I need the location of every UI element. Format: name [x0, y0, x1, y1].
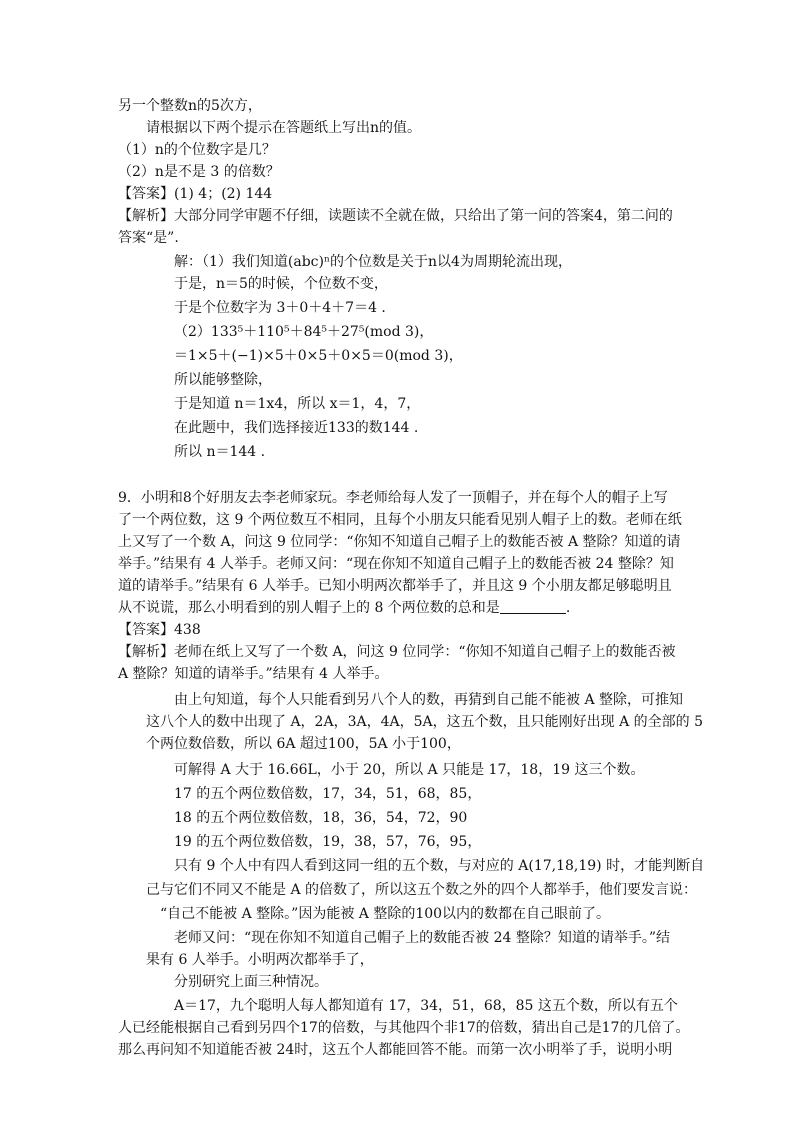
- text-line: （2）n是不是 3 的倍数？: [118, 164, 280, 180]
- analysis-line: 【解析】老师在纸上又写了一个数 A，问这 9 位同学：“你知不知道自己帽子上的数能否被: [118, 644, 676, 660]
- analysis-line: 18 的五个两位数倍数，18，36，54，72，90: [174, 810, 468, 826]
- solution-line: 在此题中，我们选择接近133的数144 .: [174, 420, 419, 436]
- analysis-line: A 整除？知道的请举手。”结果有 4 人举手。: [118, 666, 389, 682]
- analysis-line: 只有 9 个人中有四人看到这同一组的五个数，与对应的 A(17,18,19) 时，才能判断自: [174, 858, 705, 874]
- text-line: 另一个整数n的5次方，: [118, 98, 262, 114]
- question-line: 上又写了一个数 A，问这 9 位同学：“你知不知道自己帽子上的数能否被 A 整除？知道的请: [118, 534, 681, 550]
- text-line: 答案“是”.: [118, 230, 179, 246]
- analysis-line: A＝17，九个聪明人每人都知道有 17，34，51，68，85 这五个数，所以有五个: [174, 998, 678, 1014]
- analysis-line: “自己不能被 A 整除。”因为能被 A 整除的100以内的数都在自己眼前了。: [160, 906, 611, 922]
- solution-line: 解：（1）我们知道(abc)ⁿ的个位数是关于n以4为周期轮流出现，: [174, 254, 572, 270]
- solution-line: 所以 n＝144 .: [174, 444, 266, 460]
- solution-line: 所以能够整除，: [174, 372, 272, 388]
- text-line: 请根据以下两个提示在答题纸上写出n的值。: [146, 120, 422, 136]
- solution-line: 于是，n＝5的时候，个位数不变，: [174, 276, 388, 292]
- analysis-line: 由上句知道，每个人只能看到另八个人的数，再猜到自己能不能被 A 整除，可推知: [174, 692, 684, 708]
- question-line: [118, 598, 570, 618]
- analysis-line: 老师又问：“现在你知不知道自己帽子上的数能否被 24 整除？知道的请举手。”结: [174, 930, 671, 946]
- question-text: 从不说谎，那么小明看到的别人帽子上的 8 个两位数的总和是: [118, 600, 500, 616]
- question-line: 了一个两位数，这 9 个两位数互不相同，且每个小朋友只能看见别人帽子上的数。老师在纸: [118, 512, 682, 528]
- question-line: 9．小明和8个好朋友去李老师家玩。李老师给每人发了一顶帽子，并在每个人的帽子上写: [118, 490, 668, 506]
- solution-line: 于是知道 n＝1x4，所以 x＝1，4，7，: [174, 396, 421, 412]
- analysis-line: 人已经能根据自己看到另四个17的倍数，与其他四个非17的倍数，猜出自己是17的几倍了。: [118, 1020, 690, 1036]
- analysis-line: 己与它们不同又不能是 A 的倍数了，所以这五个数之外的四个人都举手，他们要发言说：: [146, 882, 698, 898]
- answer-line: 【答案】(1) 4；(2) 144: [118, 186, 273, 202]
- analysis-line: 那么再问知不知道能否被 24时，这五个人都能回答不能。而第一次小明举了手，说明小明: [118, 1042, 673, 1058]
- analysis-line: 果有 6 人举手。小明两次都举手了，: [146, 952, 374, 968]
- analysis-line: 19 的五个两位数倍数，19，38，57，76，95，: [174, 834, 482, 850]
- analysis-line: 17 的五个两位数倍数，17，34，51，68，85，: [174, 786, 482, 802]
- analysis-line: 个两位数倍数，所以 6A 超过100，5A 小于100，: [146, 736, 461, 752]
- text-line: （1）n的个位数字是几？: [118, 142, 276, 158]
- solution-line: 于是个位数字为 3＋0＋4＋7＝4 .: [174, 300, 386, 316]
- question-end: .: [565, 600, 571, 616]
- analysis-line: 可解得 A 大于 16.66L，小于 20，所以 A 只能是 17，18，19 这三个数。: [174, 762, 645, 778]
- solution-line: （2）133⁵＋110⁵＋84⁵＋27⁵(mod 3)，: [174, 324, 434, 340]
- question-line: 道的请举手。”结果有 6 人举手。已知小明两次都举手了，并且这 9 个小朋友都足够聪明且: [118, 578, 672, 594]
- answer-blank[interactable]: [500, 599, 566, 614]
- analysis-line: 【解析】大部分同学审题不仔细，读题读不全就在做，只给出了第一问的答案4，第二问的: [118, 208, 673, 224]
- answer-line: 【答案】438: [118, 622, 201, 638]
- question-line: 举手。”结果有 4 人举手。老师又问：“现在你知不知道自己帽子上的数能否被 24 整除？知: [118, 556, 674, 572]
- analysis-line: 分别研究上面三种情况。: [174, 974, 328, 990]
- analysis-line: 这八个人的数中出现了 A，2A，3A，4A，5A，这五个数，且只能刚好出现 A 的全部的 5: [146, 714, 703, 730]
- solution-line: ＝1×5＋(−1)×5＋0×5＋0×5＝0(mod 3)，: [174, 348, 463, 364]
